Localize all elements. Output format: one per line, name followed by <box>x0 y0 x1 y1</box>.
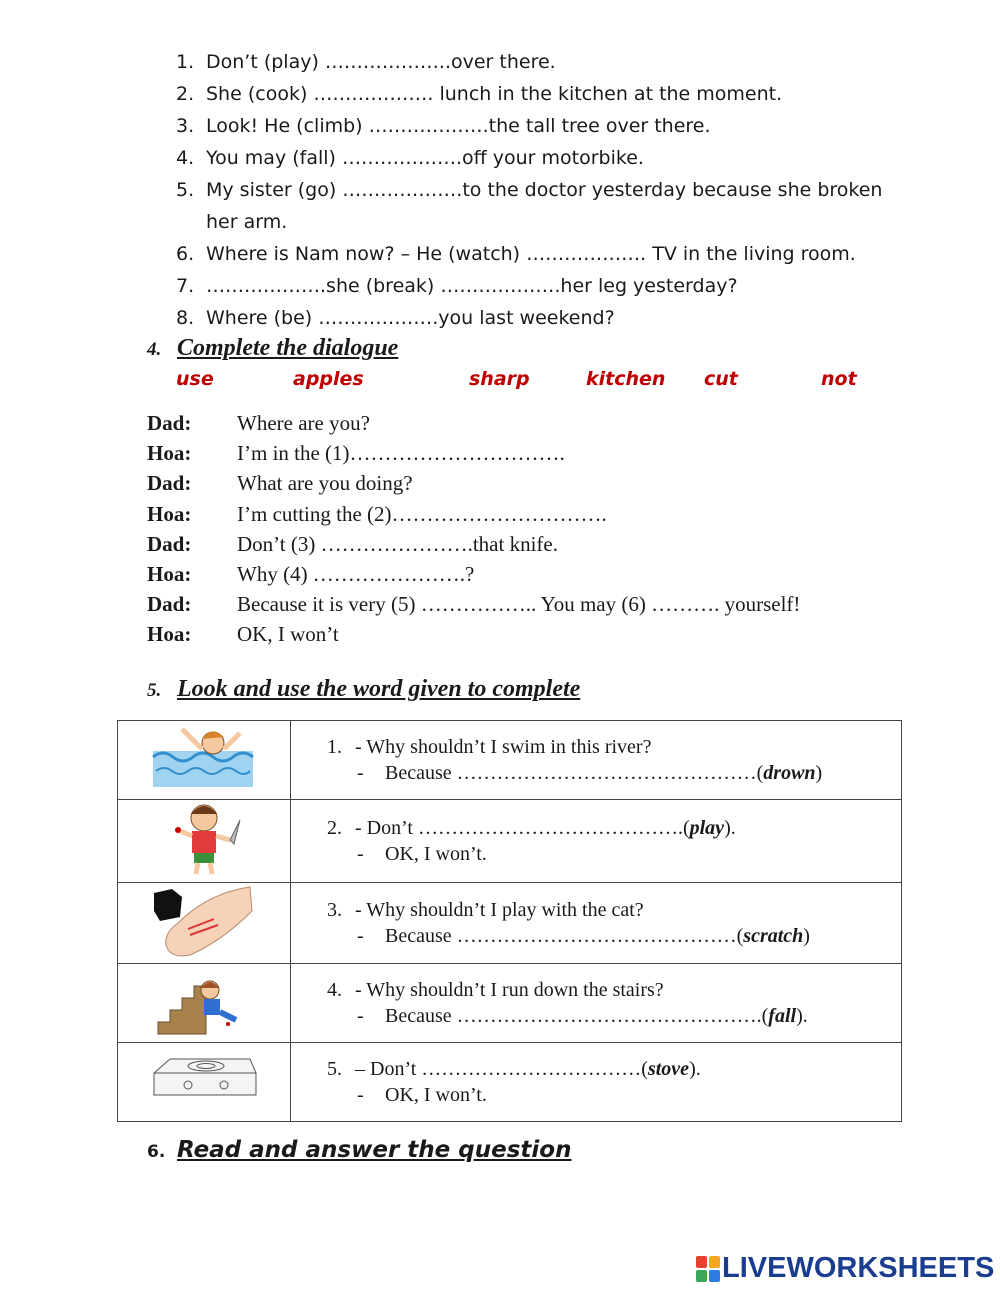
picture-cell <box>118 800 291 883</box>
list-item <box>176 270 896 302</box>
word-bank-item: apples <box>293 368 364 390</box>
question-suffix: ). <box>724 817 736 839</box>
boy-falling-stairs-icon <box>118 964 290 1036</box>
answer-suffix: ) <box>803 925 810 947</box>
gas-stove-icon <box>118 1043 290 1115</box>
list-item <box>176 174 896 238</box>
cat-scratch-hand-icon <box>118 883 290 957</box>
word-bank-item: sharp <box>469 368 530 390</box>
item-number: 6. <box>176 243 195 265</box>
item-text: Where is Nam now? – He (watch) ………………. TV in the living room. <box>206 243 856 265</box>
list-item <box>176 46 896 78</box>
hint-word: play <box>689 817 725 839</box>
answer-suffix: ) <box>815 762 823 784</box>
answer-line <box>327 760 901 786</box>
speaker: Dad: <box>147 592 192 617</box>
dash: - <box>357 1084 364 1106</box>
question-cell <box>291 1043 902 1122</box>
picture-cell <box>118 883 291 964</box>
section-title: Complete the dialogue <box>177 335 399 361</box>
logo-mark-tile <box>696 1256 707 1268</box>
dash: - <box>357 1005 364 1027</box>
dialogue-row <box>147 468 907 498</box>
question-prefix: - Don’t ………………………………….( <box>355 817 690 839</box>
answer-line <box>327 841 901 867</box>
dialogue-line: I’m cutting the (2)…………………………. <box>237 501 607 526</box>
item-number: 4. <box>176 147 195 169</box>
item-number: 2. <box>176 83 195 105</box>
word-bank-item: cut <box>704 368 738 390</box>
dialogue <box>147 408 907 650</box>
logo-mark-tile <box>696 1270 707 1282</box>
table-row <box>118 1043 902 1122</box>
question-number: 2. <box>327 817 342 839</box>
logo-mark-icon <box>696 1256 720 1282</box>
question-line <box>327 977 901 1003</box>
dialogue-row <box>147 408 907 438</box>
dialogue-row <box>147 438 907 468</box>
dialogue-line: I’m in the (1)…………………………. <box>237 441 565 466</box>
list-item <box>176 110 896 142</box>
question-cell <box>291 964 902 1043</box>
question-text: - Why shouldn’t I play with the cat? <box>355 899 644 921</box>
question-text <box>355 1056 701 1082</box>
question-number: 5. <box>327 1058 342 1080</box>
dialogue-row <box>147 589 907 619</box>
section-title: Read and answer the question <box>177 1137 572 1163</box>
dialogue-line: Why (4) ………………….? <box>237 561 475 586</box>
speaker: Hoa: <box>147 561 192 586</box>
item-text: Where (be) ……………….you last weekend? <box>206 307 615 329</box>
picture-cell <box>118 721 291 800</box>
answer-line <box>327 1003 901 1029</box>
answer-text: OK, I won’t. <box>385 843 487 865</box>
question-suffix: ). <box>689 1058 701 1080</box>
picture-cell <box>118 1043 291 1122</box>
logo-mark-tile <box>709 1256 720 1268</box>
question-cell <box>291 721 902 800</box>
item-text: You may (fall) ……………….off your motorbike. <box>206 147 644 169</box>
picture-exercise-table <box>117 720 902 1122</box>
section-number: 5. <box>147 680 162 701</box>
question-prefix: – Don’t ……………………………( <box>355 1058 648 1080</box>
answer-line <box>327 1082 901 1108</box>
dialogue-row <box>147 559 907 589</box>
speaker: Hoa: <box>147 501 192 526</box>
item-text: Don’t (play) ………………..over there. <box>206 51 556 73</box>
hint-word: scratch <box>743 925 804 947</box>
table-row <box>118 883 902 964</box>
dialogue-line: Don’t (3) ………………….that knife. <box>237 531 558 556</box>
question-text <box>355 815 736 841</box>
drowning-boy-icon <box>118 721 290 793</box>
item-text: My sister (go) ……………….to the doctor yesterday because she broken her arm. <box>206 179 883 233</box>
question-cell <box>291 800 902 883</box>
table-row <box>118 800 902 883</box>
dash: - <box>357 762 364 784</box>
question-number: 1. <box>327 736 342 758</box>
dialogue-row <box>147 499 907 529</box>
speaker: Hoa: <box>147 441 192 466</box>
question-number: 3. <box>327 899 342 921</box>
question-text: - Why shouldn’t I run down the stairs? <box>355 979 664 1001</box>
logo-mark-tile <box>709 1270 720 1282</box>
question-line <box>327 734 901 760</box>
section-title: Look and use the word given to complete <box>177 676 581 702</box>
item-number: 1. <box>176 51 195 73</box>
logo-text: LIVEWORKSHEETS <box>722 1252 995 1284</box>
section-heading <box>147 1137 571 1163</box>
word-bank-item: kitchen <box>586 368 666 390</box>
hint-word: fall <box>768 1005 797 1027</box>
dialogue-row <box>147 529 907 559</box>
answer-text: OK, I won’t. <box>385 1084 487 1106</box>
item-number: 3. <box>176 115 195 137</box>
liveworksheets-logo <box>696 1252 994 1285</box>
list-item <box>176 238 896 270</box>
dialogue-line: Because it is very (5) …………….. You may (6) ………. yourself! <box>237 592 801 617</box>
word-bank-item: not <box>821 368 857 390</box>
question-text: - Why shouldn’t I swim in this river? <box>355 736 652 758</box>
item-text: Look! He (climb) ……………….the tall tree over there. <box>206 115 711 137</box>
word-bank <box>0 368 1000 396</box>
exercise-list <box>176 46 896 334</box>
list-item <box>176 78 896 110</box>
section-number: 6. <box>147 1142 166 1162</box>
list-item <box>176 302 896 334</box>
section-heading <box>147 676 580 703</box>
section-number: 4. <box>147 339 162 360</box>
table-row <box>118 721 902 800</box>
dash: - <box>357 925 364 947</box>
item-number: 7. <box>176 275 195 297</box>
boy-with-knife-icon <box>118 800 290 876</box>
speaker: Dad: <box>147 471 192 496</box>
question-line <box>327 1056 901 1082</box>
speaker: Hoa: <box>147 622 192 647</box>
answer-suffix: ). <box>796 1005 808 1027</box>
dialogue-line: OK, I won’t <box>237 622 339 647</box>
item-number: 8. <box>176 307 195 329</box>
answer-line <box>327 923 901 949</box>
list-item <box>176 142 896 174</box>
speaker: Dad: <box>147 411 192 435</box>
question-line <box>327 815 901 841</box>
question-line <box>327 897 901 923</box>
hint-word: stove <box>647 1058 690 1080</box>
dialogue-line: Where are you? <box>237 411 370 435</box>
dialogue-row <box>147 619 907 649</box>
question-cell <box>291 883 902 964</box>
hint-word: drown <box>763 762 816 784</box>
speaker: Dad: <box>147 531 192 556</box>
answer-prefix: Because ………………………………………( <box>385 762 764 784</box>
table-row <box>118 964 902 1043</box>
section-heading <box>147 335 398 362</box>
answer-text <box>385 1003 808 1029</box>
item-number: 5. <box>176 179 195 201</box>
answer-prefix: Because ……………………………………( <box>385 925 744 947</box>
question-number: 4. <box>327 979 342 1001</box>
picture-cell <box>118 964 291 1043</box>
answer-text <box>385 760 822 786</box>
answer-text <box>385 923 810 949</box>
item-text: She (cook) ………………. lunch in the kitchen at the moment. <box>206 83 783 105</box>
item-text: ……………….she (break) ……………….her leg yesterday? <box>206 275 738 297</box>
answer-prefix: Because ……………………………………….( <box>385 1005 769 1027</box>
dialogue-line: What are you doing? <box>237 471 413 496</box>
word-bank-item: use <box>176 368 214 390</box>
dash: - <box>357 843 364 865</box>
